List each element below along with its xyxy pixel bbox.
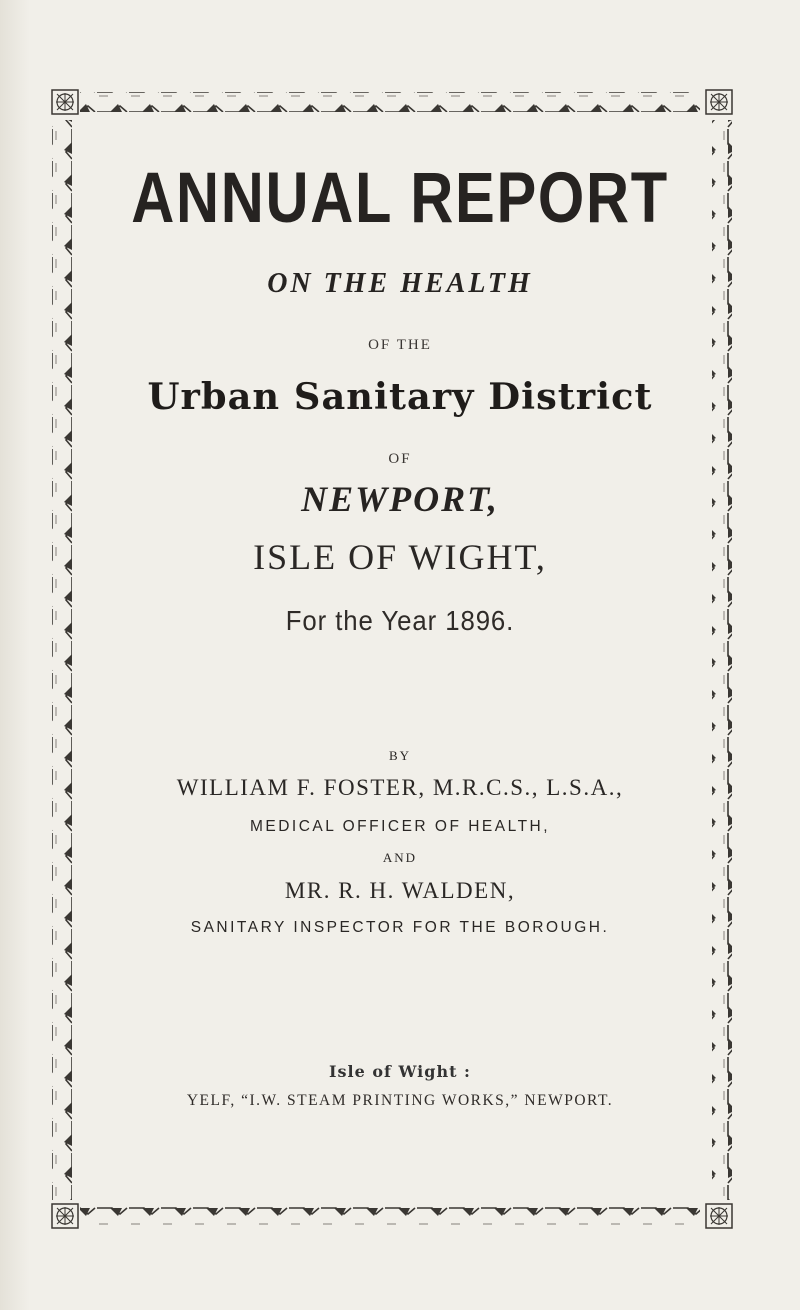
report-subtitle: ON THE HEALTH xyxy=(267,268,533,299)
report-title: ANNUAL REPORT xyxy=(131,159,669,238)
connector-of-the: OF THE xyxy=(368,337,432,353)
author-primary-role: MEDICAL OFFICER OF HEALTH, xyxy=(249,818,551,835)
title-page xyxy=(80,0,720,1310)
connector-of: OF xyxy=(388,451,412,467)
imprint-place: Isle of Wight : xyxy=(329,1062,471,1081)
connector-and: AND xyxy=(382,850,418,865)
author-secondary: MR. R. H. WALDEN, xyxy=(284,878,516,903)
town-name: NEWPORT, xyxy=(301,479,499,519)
report-year: For the Year 1896. xyxy=(285,605,515,636)
district-name: Urban Sanitary District xyxy=(147,376,653,418)
corner-ornament-bottom-left-icon xyxy=(52,1204,78,1228)
author-primary: WILLIAM F. FOSTER, M.R.C.S., L.S.A., xyxy=(176,775,624,800)
corner-ornament-top-left-icon xyxy=(52,90,78,114)
county-name: ISLE OF WIGHT, xyxy=(253,537,547,577)
border-left xyxy=(52,120,72,1200)
connector-by: BY xyxy=(388,748,412,763)
author-secondary-role: SANITARY INSPECTOR FOR THE BOROUGH. xyxy=(190,919,610,936)
imprint-printer: YELF, “I.W. STEAM PRINTING WORKS,” NEWPORT. xyxy=(186,1092,614,1109)
